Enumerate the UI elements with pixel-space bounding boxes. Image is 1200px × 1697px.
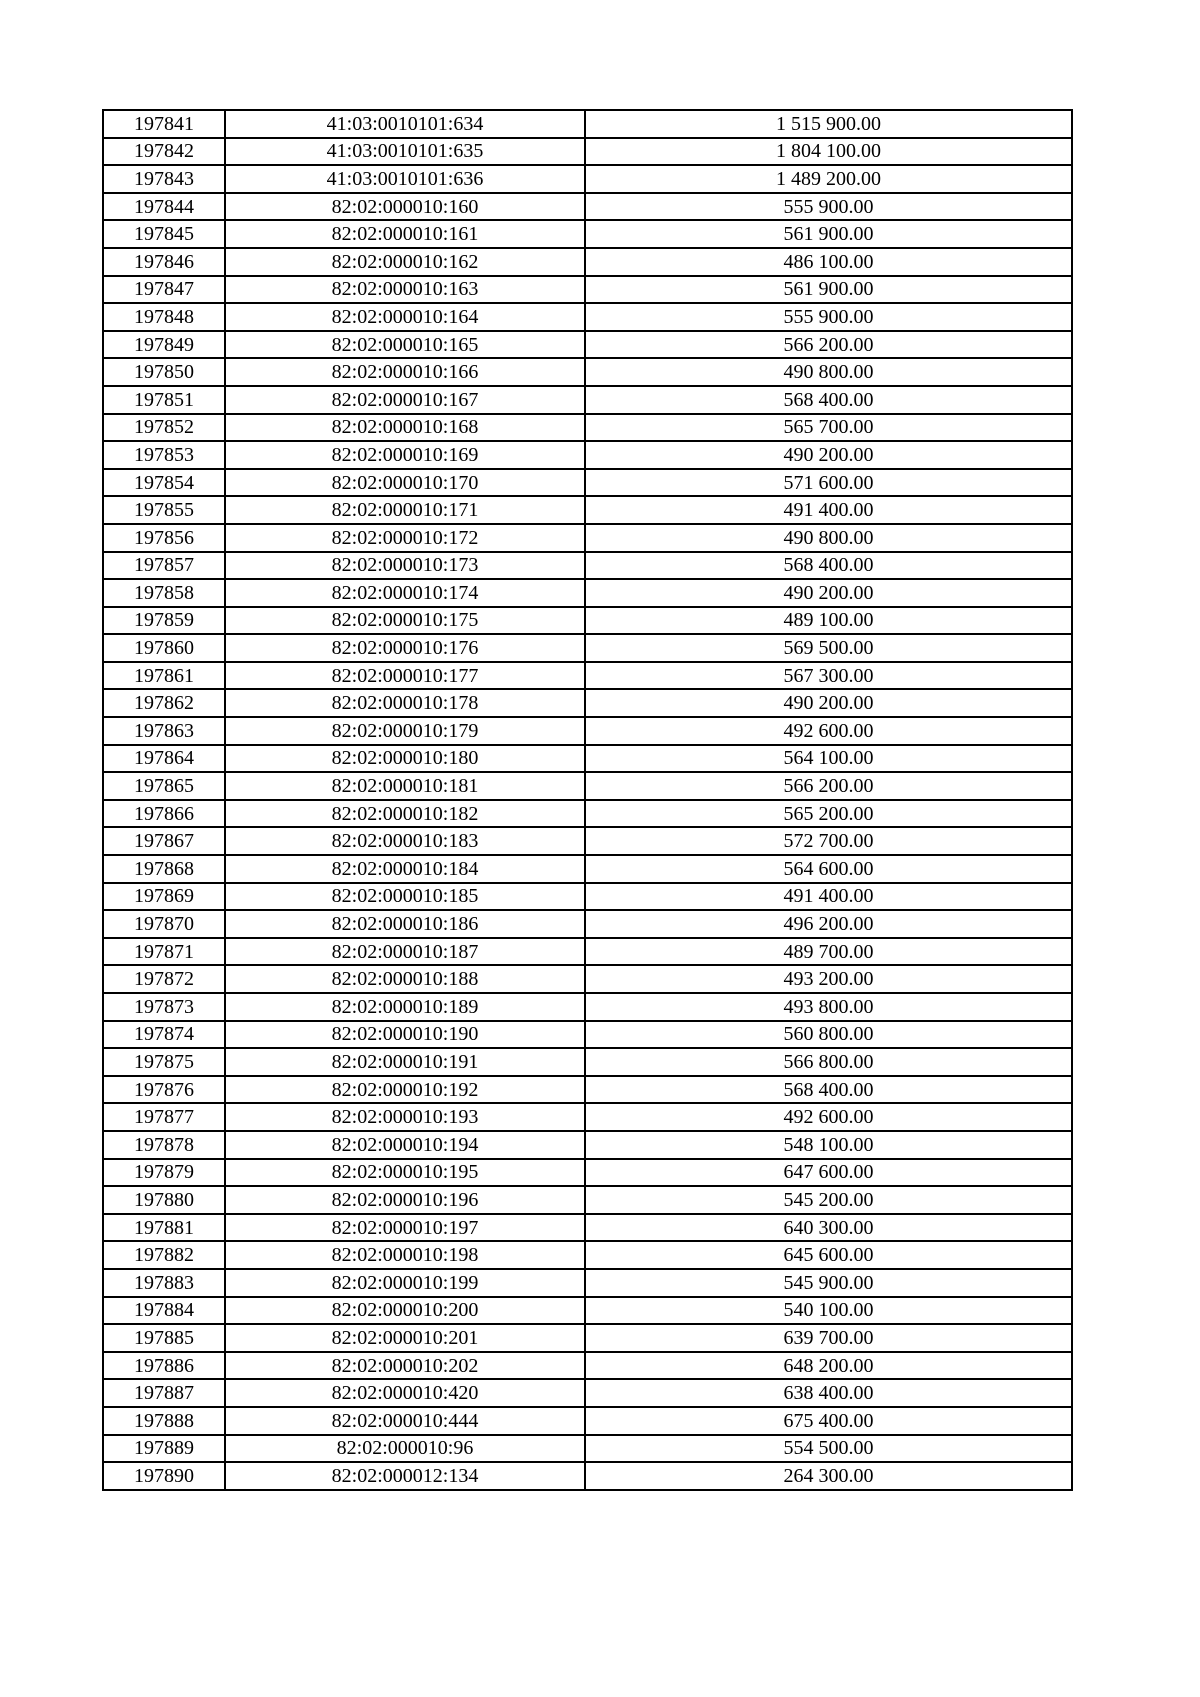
row-number-cell: 197870 (103, 910, 225, 938)
table-row (103, 965, 1072, 993)
row-number-cell: 197885 (103, 1324, 225, 1352)
value-cell: 493 800.00 (585, 993, 1072, 1021)
cadastral-number-cell: 82:02:000010:178 (225, 689, 585, 717)
value-cell: 1 515 900.00 (585, 110, 1072, 138)
value-cell: 490 800.00 (585, 358, 1072, 386)
cadastral-number-cell: 82:02:000010:197 (225, 1214, 585, 1242)
table-row (103, 414, 1072, 442)
table-row (103, 1021, 1072, 1049)
cadastral-number-cell: 82:02:000010:199 (225, 1269, 585, 1297)
row-number-cell: 197849 (103, 331, 225, 359)
cadastral-number-cell: 82:02:000010:195 (225, 1159, 585, 1187)
value-cell: 491 400.00 (585, 496, 1072, 524)
row-number-cell: 197851 (103, 386, 225, 414)
row-number-cell: 197862 (103, 689, 225, 717)
value-cell: 566 800.00 (585, 1048, 1072, 1076)
table-row (103, 220, 1072, 248)
row-number-cell: 197864 (103, 745, 225, 773)
value-cell: 571 600.00 (585, 469, 1072, 497)
table-row (103, 1159, 1072, 1187)
cadastral-number-cell: 82:02:000010:174 (225, 579, 585, 607)
value-cell: 555 900.00 (585, 193, 1072, 221)
value-cell: 496 200.00 (585, 910, 1072, 938)
value-cell: 568 400.00 (585, 386, 1072, 414)
cadastral-number-cell: 82:02:000010:202 (225, 1352, 585, 1380)
row-number-cell: 197866 (103, 800, 225, 828)
table-row (103, 303, 1072, 331)
table-row (103, 1435, 1072, 1463)
row-number-cell: 197857 (103, 552, 225, 580)
value-cell: 486 100.00 (585, 248, 1072, 276)
value-cell: 490 200.00 (585, 441, 1072, 469)
row-number-cell: 197856 (103, 524, 225, 552)
table-row (103, 855, 1072, 883)
table-row (103, 138, 1072, 166)
value-cell: 545 200.00 (585, 1186, 1072, 1214)
row-number-cell: 197872 (103, 965, 225, 993)
row-number-cell: 197861 (103, 662, 225, 690)
row-number-cell: 197875 (103, 1048, 225, 1076)
row-number-cell: 197882 (103, 1241, 225, 1269)
row-number-cell: 197859 (103, 607, 225, 635)
table-row (103, 910, 1072, 938)
table-row (103, 110, 1072, 138)
value-cell: 540 100.00 (585, 1297, 1072, 1325)
cadastral-number-cell: 82:02:000010:171 (225, 496, 585, 524)
cadastral-number-cell: 41:03:0010101:634 (225, 110, 585, 138)
row-number-cell: 197841 (103, 110, 225, 138)
cadastral-number-cell: 82:02:000010:420 (225, 1379, 585, 1407)
row-number-cell: 197887 (103, 1379, 225, 1407)
table-row (103, 993, 1072, 1021)
cadastral-number-cell: 82:02:000010:166 (225, 358, 585, 386)
value-cell: 490 200.00 (585, 689, 1072, 717)
value-cell: 567 300.00 (585, 662, 1072, 690)
cadastral-number-cell: 82:02:000010:162 (225, 248, 585, 276)
value-cell: 491 400.00 (585, 883, 1072, 911)
cadastral-number-cell: 82:02:000010:176 (225, 634, 585, 662)
row-number-cell: 197844 (103, 193, 225, 221)
table-row (103, 469, 1072, 497)
cadastral-number-cell: 82:02:000010:188 (225, 965, 585, 993)
value-cell: 492 600.00 (585, 1103, 1072, 1131)
value-cell: 647 600.00 (585, 1159, 1072, 1187)
table-row (103, 579, 1072, 607)
value-cell: 1 489 200.00 (585, 165, 1072, 193)
cadastral-number-cell: 82:02:000010:182 (225, 800, 585, 828)
cadastral-number-cell: 82:02:000010:196 (225, 1186, 585, 1214)
value-cell: 1 804 100.00 (585, 138, 1072, 166)
cadastral-number-cell: 82:02:000010:165 (225, 331, 585, 359)
cadastral-number-cell: 82:02:000010:96 (225, 1435, 585, 1463)
value-cell: 490 800.00 (585, 524, 1072, 552)
cadastral-number-cell: 82:02:000010:181 (225, 772, 585, 800)
table-row (103, 717, 1072, 745)
table-row (103, 1462, 1072, 1490)
cadastral-number-cell: 82:02:000012:134 (225, 1462, 585, 1490)
value-cell: 561 900.00 (585, 276, 1072, 304)
value-cell: 638 400.00 (585, 1379, 1072, 1407)
cadastral-number-cell: 82:02:000010:193 (225, 1103, 585, 1131)
row-number-cell: 197845 (103, 220, 225, 248)
table-row (103, 1241, 1072, 1269)
table-row (103, 689, 1072, 717)
table-row (103, 1186, 1072, 1214)
cadastral-number-cell: 82:02:000010:183 (225, 827, 585, 855)
value-cell: 548 100.00 (585, 1131, 1072, 1159)
table-row (103, 634, 1072, 662)
cadastral-number-cell: 82:02:000010:198 (225, 1241, 585, 1269)
value-cell: 554 500.00 (585, 1435, 1072, 1463)
value-cell: 648 200.00 (585, 1352, 1072, 1380)
value-cell: 640 300.00 (585, 1214, 1072, 1242)
value-cell: 489 700.00 (585, 938, 1072, 966)
value-cell: 264 300.00 (585, 1462, 1072, 1490)
cadastral-number-cell: 82:02:000010:201 (225, 1324, 585, 1352)
cadastral-number-cell: 82:02:000010:163 (225, 276, 585, 304)
cadastral-number-cell: 82:02:000010:444 (225, 1407, 585, 1435)
row-number-cell: 197860 (103, 634, 225, 662)
row-number-cell: 197878 (103, 1131, 225, 1159)
cadastral-number-cell: 82:02:000010:170 (225, 469, 585, 497)
value-cell: 545 900.00 (585, 1269, 1072, 1297)
table-row (103, 607, 1072, 635)
table-row (103, 496, 1072, 524)
table-row (103, 1407, 1072, 1435)
value-cell: 492 600.00 (585, 717, 1072, 745)
cadastral-number-cell: 82:02:000010:200 (225, 1297, 585, 1325)
table-row (103, 1269, 1072, 1297)
row-number-cell: 197881 (103, 1214, 225, 1242)
row-number-cell: 197847 (103, 276, 225, 304)
row-number-cell: 197868 (103, 855, 225, 883)
value-cell: 564 600.00 (585, 855, 1072, 883)
row-number-cell: 197855 (103, 496, 225, 524)
table-row (103, 772, 1072, 800)
row-number-cell: 197850 (103, 358, 225, 386)
table-row (103, 1324, 1072, 1352)
cadastral-number-cell: 82:02:000010:173 (225, 552, 585, 580)
table-row (103, 662, 1072, 690)
cadastral-number-cell: 82:02:000010:184 (225, 855, 585, 883)
cadastral-number-cell: 82:02:000010:179 (225, 717, 585, 745)
cadastral-number-cell: 82:02:000010:168 (225, 414, 585, 442)
row-number-cell: 197883 (103, 1269, 225, 1297)
value-cell: 566 200.00 (585, 772, 1072, 800)
table-row (103, 276, 1072, 304)
table-row (103, 1352, 1072, 1380)
value-cell: 572 700.00 (585, 827, 1072, 855)
value-cell: 568 400.00 (585, 1076, 1072, 1104)
cadastral-number-cell: 82:02:000010:192 (225, 1076, 585, 1104)
table-row (103, 1214, 1072, 1242)
cadastral-number-cell: 82:02:000010:177 (225, 662, 585, 690)
table-row (103, 883, 1072, 911)
value-cell: 561 900.00 (585, 220, 1072, 248)
value-cell: 566 200.00 (585, 331, 1072, 359)
row-number-cell: 197854 (103, 469, 225, 497)
cadastral-number-cell: 82:02:000010:194 (225, 1131, 585, 1159)
cadastral-value-table (102, 109, 1073, 1491)
value-cell: 560 800.00 (585, 1021, 1072, 1049)
table-row (103, 441, 1072, 469)
row-number-cell: 197853 (103, 441, 225, 469)
row-number-cell: 197874 (103, 1021, 225, 1049)
row-number-cell: 197888 (103, 1407, 225, 1435)
table-row (103, 386, 1072, 414)
table-row (103, 827, 1072, 855)
row-number-cell: 197848 (103, 303, 225, 331)
row-number-cell: 197867 (103, 827, 225, 855)
cadastral-number-cell: 82:02:000010:185 (225, 883, 585, 911)
value-cell: 565 700.00 (585, 414, 1072, 442)
table-row (103, 358, 1072, 386)
row-number-cell: 197876 (103, 1076, 225, 1104)
value-cell: 489 100.00 (585, 607, 1072, 635)
table-row (103, 331, 1072, 359)
cadastral-number-cell: 82:02:000010:186 (225, 910, 585, 938)
table-row (103, 1131, 1072, 1159)
row-number-cell: 197852 (103, 414, 225, 442)
row-number-cell: 197871 (103, 938, 225, 966)
row-number-cell: 197865 (103, 772, 225, 800)
cadastral-number-cell: 82:02:000010:164 (225, 303, 585, 331)
row-number-cell: 197873 (103, 993, 225, 1021)
value-cell: 565 200.00 (585, 800, 1072, 828)
table-row (103, 745, 1072, 773)
cadastral-number-cell: 82:02:000010:169 (225, 441, 585, 469)
row-number-cell: 197886 (103, 1352, 225, 1380)
cadastral-number-cell: 82:02:000010:187 (225, 938, 585, 966)
cadastral-number-cell: 41:03:0010101:635 (225, 138, 585, 166)
row-number-cell: 197842 (103, 138, 225, 166)
table-row (103, 800, 1072, 828)
table-body (103, 110, 1072, 1490)
value-cell: 645 600.00 (585, 1241, 1072, 1269)
value-cell: 675 400.00 (585, 1407, 1072, 1435)
row-number-cell: 197877 (103, 1103, 225, 1131)
table-row (103, 552, 1072, 580)
table-row (103, 938, 1072, 966)
row-number-cell: 197889 (103, 1435, 225, 1463)
row-number-cell: 197880 (103, 1186, 225, 1214)
value-cell: 568 400.00 (585, 552, 1072, 580)
row-number-cell: 197846 (103, 248, 225, 276)
table-row (103, 1297, 1072, 1325)
row-number-cell: 197890 (103, 1462, 225, 1490)
value-cell: 493 200.00 (585, 965, 1072, 993)
value-cell: 555 900.00 (585, 303, 1072, 331)
value-cell: 490 200.00 (585, 579, 1072, 607)
cadastral-number-cell: 82:02:000010:161 (225, 220, 585, 248)
table-row (103, 193, 1072, 221)
row-number-cell: 197858 (103, 579, 225, 607)
table-row (103, 1379, 1072, 1407)
row-number-cell: 197879 (103, 1159, 225, 1187)
row-number-cell: 197843 (103, 165, 225, 193)
row-number-cell: 197884 (103, 1297, 225, 1325)
value-cell: 639 700.00 (585, 1324, 1072, 1352)
row-number-cell: 197863 (103, 717, 225, 745)
table-row (103, 1048, 1072, 1076)
cadastral-number-cell: 82:02:000010:180 (225, 745, 585, 773)
cadastral-number-cell: 82:02:000010:189 (225, 993, 585, 1021)
cadastral-number-cell: 82:02:000010:175 (225, 607, 585, 635)
value-cell: 569 500.00 (585, 634, 1072, 662)
row-number-cell: 197869 (103, 883, 225, 911)
table-row (103, 524, 1072, 552)
table-row (103, 1103, 1072, 1131)
cadastral-number-cell: 41:03:0010101:636 (225, 165, 585, 193)
value-cell: 564 100.00 (585, 745, 1072, 773)
cadastral-number-cell: 82:02:000010:160 (225, 193, 585, 221)
table-row (103, 1076, 1072, 1104)
table-row (103, 165, 1072, 193)
cadastral-number-cell: 82:02:000010:167 (225, 386, 585, 414)
cadastral-number-cell: 82:02:000010:172 (225, 524, 585, 552)
cadastral-number-cell: 82:02:000010:190 (225, 1021, 585, 1049)
table-row (103, 248, 1072, 276)
cadastral-number-cell: 82:02:000010:191 (225, 1048, 585, 1076)
